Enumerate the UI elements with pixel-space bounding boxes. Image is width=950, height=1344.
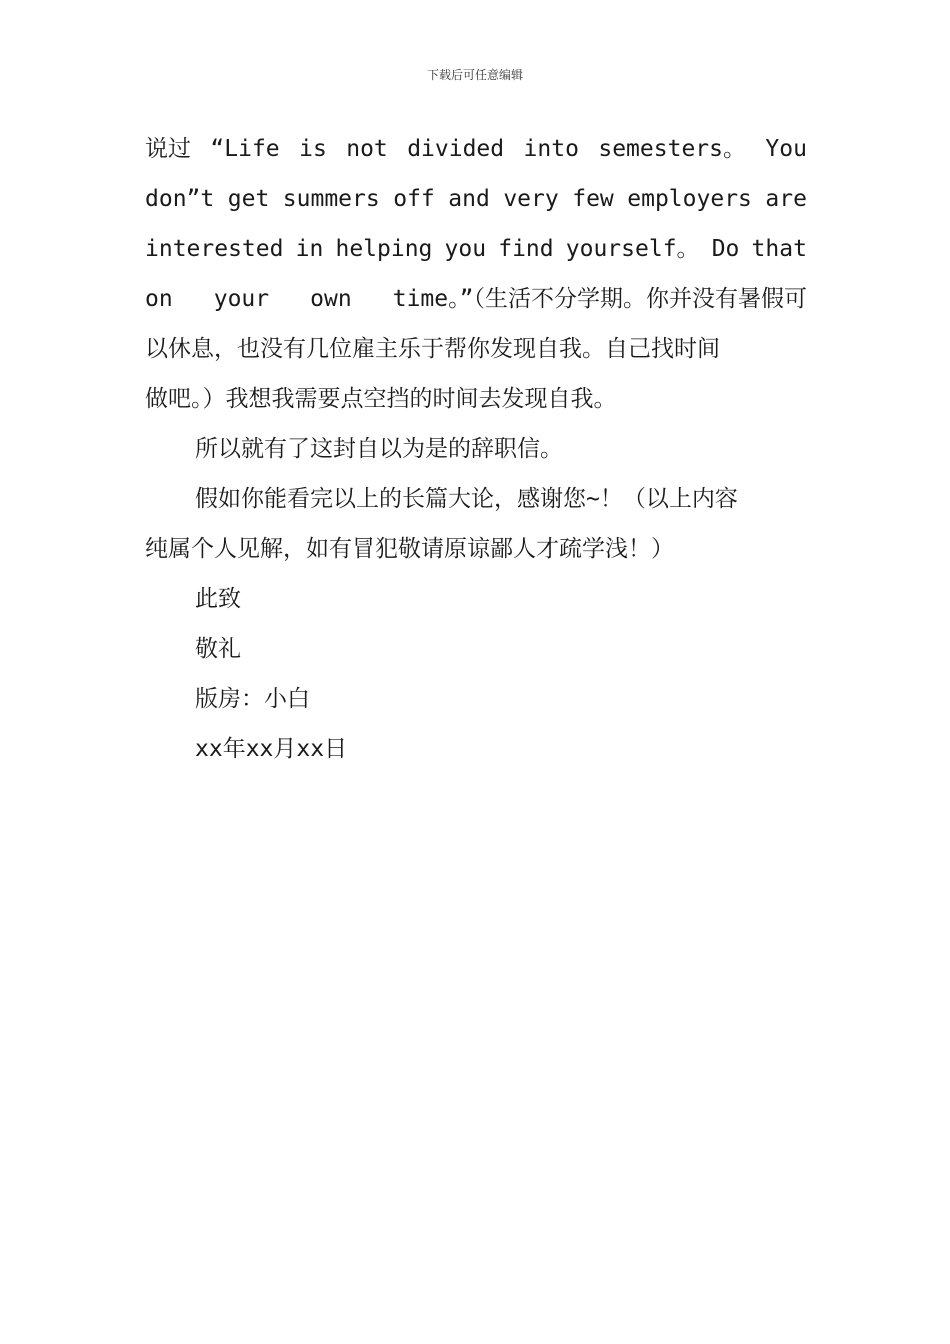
word: few: [572, 186, 614, 212]
text-line: [145, 374, 807, 424]
word: and: [448, 186, 490, 212]
line-text: 以休息，也没有几位雇主乐于帮你发现自我。自己找时间: [145, 336, 720, 362]
word: that: [751, 236, 807, 262]
text-line: [145, 224, 807, 274]
word: off: [393, 186, 435, 212]
paragraph-3-line-1: 假如你能看完以上的长篇大论，感谢您~！（以上内容: [195, 486, 738, 512]
word: very: [503, 186, 559, 212]
word: you: [444, 236, 487, 262]
word: “Life: [210, 136, 280, 162]
text-line: [145, 324, 807, 374]
word: employers: [627, 186, 752, 212]
text-line: [145, 174, 807, 224]
closing-phrase: 此致: [195, 586, 241, 612]
word: You: [765, 136, 807, 162]
date: xx年xx月xx日: [195, 736, 348, 762]
text-line: [145, 124, 807, 174]
page-header-note: 下载后可任意编辑: [426, 68, 523, 82]
word: find: [498, 236, 554, 262]
word: in: [295, 236, 324, 262]
word: yourself。: [565, 236, 700, 262]
signature: 版房：小白: [195, 686, 310, 712]
paragraph-2: 所以就有了这封自以为是的辞职信。: [195, 436, 563, 462]
word: is: [299, 136, 327, 162]
word: time。”（生活不分学期。你并没有暑假可: [392, 286, 807, 312]
word: are: [765, 186, 807, 212]
word: divided: [407, 136, 505, 162]
word: on: [145, 286, 173, 312]
word: your: [213, 286, 270, 312]
word: get: [227, 186, 270, 212]
word: don”t: [145, 186, 215, 212]
word: 说过: [145, 136, 191, 162]
paragraph-3-line-2: 纯属个人见解，如有冒犯敬请原谅鄙人才疏学浅！）: [145, 536, 674, 562]
word: into: [523, 136, 579, 162]
letter-body: [145, 124, 807, 774]
word: interested: [145, 236, 284, 262]
word: Do: [711, 236, 740, 262]
word: summers: [282, 186, 380, 212]
word: not: [346, 136, 388, 162]
word: helping: [335, 236, 433, 262]
text-line: [145, 274, 807, 324]
line-text: 做吧。）我想我需要点空挡的时间去发现自我。: [145, 386, 617, 412]
salutation: 敬礼: [195, 636, 241, 662]
word: semesters。: [598, 136, 746, 162]
word: own: [310, 286, 352, 312]
